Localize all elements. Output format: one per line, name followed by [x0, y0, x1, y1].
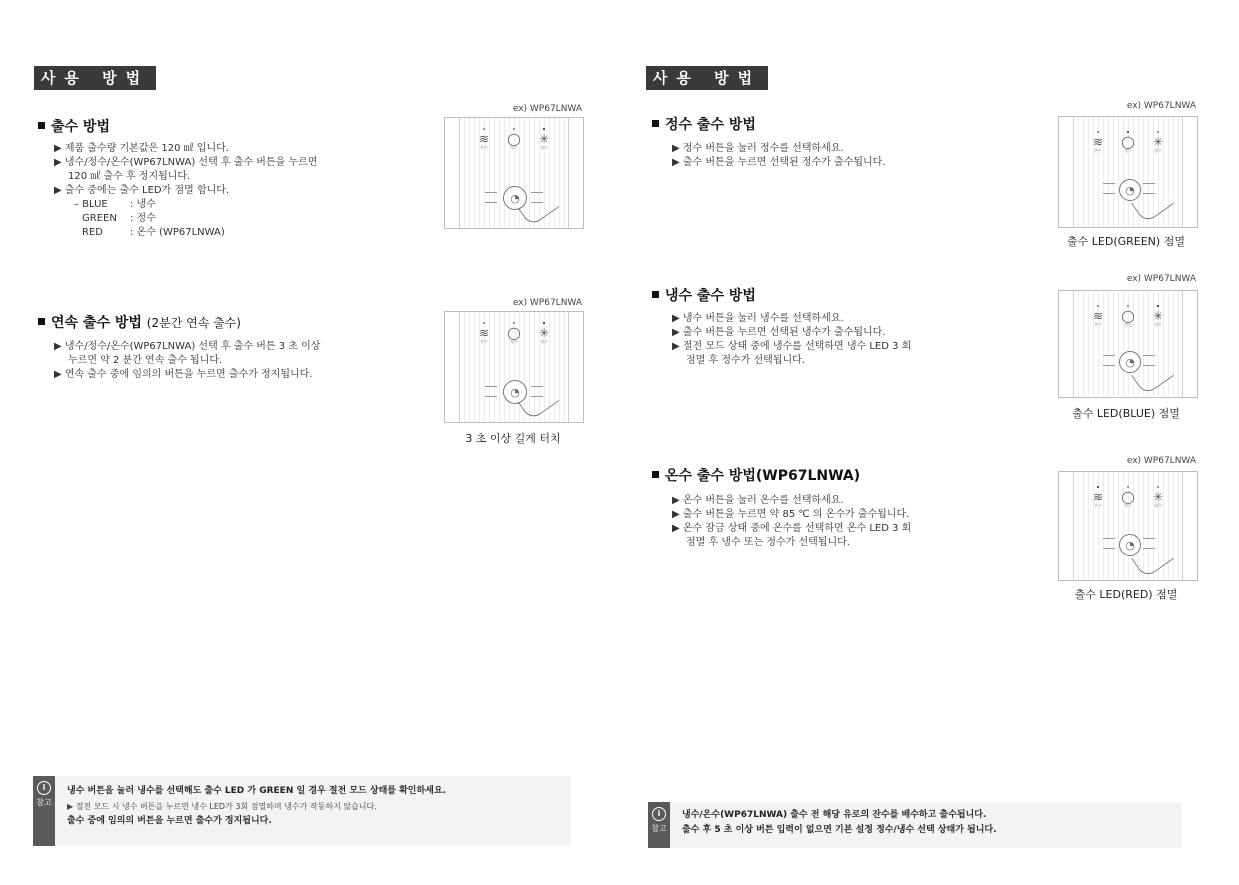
square-bullet-icon [652, 471, 659, 478]
purified-instructions [672, 142, 885, 170]
cold-water-icon: ✳ [1152, 490, 1164, 504]
figure-caption: 3 초 이상 길게 터치 [465, 432, 561, 445]
instruction-line: ▶ 출수 중에는 출수 LED가 점멸 합니다. [54, 185, 230, 196]
cold-water-icon: ✳ [1152, 309, 1164, 323]
device-illustration: ≋ 온수 ◯ 정수 ✳ 냉수 ◔ [1058, 116, 1198, 228]
instruction-line: ▶ 출수 버튼을 누르면 선택된 냉수가 출수됩니다. [672, 327, 886, 338]
purified-water-icon: ◯ [1121, 309, 1135, 323]
device-illustration: ≋ 온수 ◯ 정수 ✳ 냉수 ◔ [1058, 471, 1198, 581]
example-model-label: ex) WP67LNWA [512, 298, 582, 308]
note-text: 냉수/온수(WP67LNWA) 출수 전 해당 유로의 잔수를 배수하고 출수됩니다. 출수 후 5 초 이상 버튼 입력이 없으면 기본 설정 정수/냉수 선택 상태가 됩니다. [682, 810, 997, 835]
device-illustration: ≋ 온수 ◯ 정수 ✳ 냉수 ◔ [1058, 290, 1198, 398]
right-page [620, 0, 1239, 885]
section-title-purified: 정수 출수 방법 [652, 114, 756, 134]
hot-instructions [672, 494, 911, 550]
info-icon: i [37, 781, 51, 795]
device-illustration: ≋ 온수 ◯ 정수 ✳ 냉수 ◔ [444, 311, 584, 423]
cold-water-icon: ✳ [538, 326, 550, 340]
figure-caption: 출수 LED(GREEN) 점멸 [1067, 235, 1185, 248]
device-illustration: ≋ 온수 ◯ 정수 ✳ 냉수 ◔ [444, 117, 584, 229]
purified-water-icon: ◯ [507, 326, 521, 340]
dispense-button-icon: ◔ [1119, 179, 1141, 201]
instruction-line: 누르면 약 2 분간 연속 출수 됩니다. [68, 355, 223, 366]
note-label: 참고 [651, 824, 667, 833]
left-page [0, 0, 619, 885]
continuous-instructions [54, 340, 320, 382]
purified-water-icon: ◯ [507, 132, 521, 146]
instruction-line: ▶ 제품 출수량 기본값은 120 ㎖ 입니다. [54, 143, 229, 154]
instruction-line: ▶ 출수 버튼을 누르면 약 85 ℃ 의 온수가 출수됩니다. [672, 509, 910, 520]
purified-water-icon: ◯ [1121, 135, 1135, 149]
dispense-button-icon: ◔ [503, 186, 527, 210]
section-title-hot: 온수 출수 방법(WP67LNWA) [652, 465, 860, 485]
instruction-line: 점멸 후 정수가 선택됩니다. [686, 355, 805, 366]
instruction-line: ▶ 냉수/정수/온수(WP67LNWA) 선택 후 출수 버튼 3 초 이상 [54, 341, 321, 352]
note-box [33, 776, 571, 846]
instruction-line: ▶ 온수 잠금 상태 중에 온수를 선택하면 온수 LED 3 회 [672, 523, 912, 534]
example-model-label: ex) WP67LNWA [1126, 456, 1196, 466]
instruction-line: ▶ 출수 버튼을 누르면 선택된 정수가 출수됩니다. [672, 157, 886, 168]
hot-water-icon: ≋ [1092, 135, 1104, 149]
instruction-line: ▶ 연속 출수 중에 임의의 버튼을 누르면 출수가 정지됩니다. [54, 369, 313, 380]
note-box [648, 802, 1182, 848]
page-header: 사용 방법 [646, 66, 768, 90]
dispense-button-icon: ◔ [1119, 351, 1141, 373]
dispense-instructions [54, 142, 317, 240]
page-header: 사용 방법 [34, 66, 156, 90]
section-title-continuous: 연속 출수 방법 (2분간 연속 출수) [38, 312, 241, 332]
hot-water-icon: ≋ [478, 326, 490, 340]
example-model-label: ex) WP67LNWA [1126, 101, 1196, 111]
instruction-line: ▶ 냉수 버튼을 눌러 냉수를 선택하세요. [672, 313, 844, 324]
note-side [33, 776, 55, 846]
figure-caption: 출수 LED(RED) 점멸 [1074, 588, 1178, 601]
note-label: 참고 [36, 798, 52, 807]
example-model-label: ex) WP67LNWA [1126, 274, 1196, 284]
section-title-cold: 냉수 출수 방법 [652, 285, 756, 305]
hot-water-icon: ≋ [478, 132, 490, 146]
cold-instructions [672, 312, 911, 368]
square-bullet-icon [652, 291, 659, 298]
led-row-blue: – BLUE : 냉수 [74, 199, 156, 210]
cold-water-icon: ✳ [1152, 135, 1164, 149]
dispense-button-icon: ◔ [503, 380, 527, 404]
instruction-line: ▶ 정수 버튼을 눌러 정수를 선택하세요. [672, 143, 844, 154]
instruction-line: 점멸 후 냉수 또는 정수가 선택됩니다. [686, 537, 850, 548]
hot-water-icon: ≋ [1092, 309, 1104, 323]
note-side [648, 802, 670, 848]
led-row-green: GREEN : 정수 [82, 213, 156, 224]
figure-caption: 출수 LED(BLUE) 점멸 [1072, 407, 1180, 420]
section-title-dispense: 출수 방법 [38, 116, 110, 136]
square-bullet-icon [38, 122, 45, 129]
info-icon: i [652, 807, 666, 821]
led-row-red: RED : 온수 (WP67LNWA) [82, 227, 225, 238]
instruction-line: ▶ 온수 버튼을 눌러 온수를 선택하세요. [672, 495, 844, 506]
note-text: 냉수 버튼을 눌러 냉수를 선택해도 출수 LED 가 GREEN 일 경우 절전 모드 상태를 확인하세요. ▶ 절전 모드 시 냉수 버튼을 누르면 냉수 LED가 3회 점멸하며 냉수가 작동하지 않습니다. 출수 중에 임의의 버튼을 누르면 출수가 정지됩니다. [67, 786, 446, 826]
square-bullet-icon [38, 318, 45, 325]
instruction-line: ▶ 절전 모드 상태 중에 냉수를 선택하면 냉수 LED 3 회 [672, 341, 912, 352]
example-model-label: ex) WP67LNWA [512, 104, 582, 114]
purified-water-icon: ◯ [1121, 490, 1135, 504]
dispense-button-icon: ◔ [1119, 534, 1141, 556]
instruction-line: ▶ 냉수/정수/온수(WP67LNWA) 선택 후 출수 버튼을 누르면 [54, 157, 318, 168]
square-bullet-icon [652, 120, 659, 127]
instruction-line: 120 ㎖ 출수 후 정지됩니다. [68, 171, 191, 182]
cold-water-icon: ✳ [538, 132, 550, 146]
hot-water-icon: ≋ [1092, 490, 1104, 504]
